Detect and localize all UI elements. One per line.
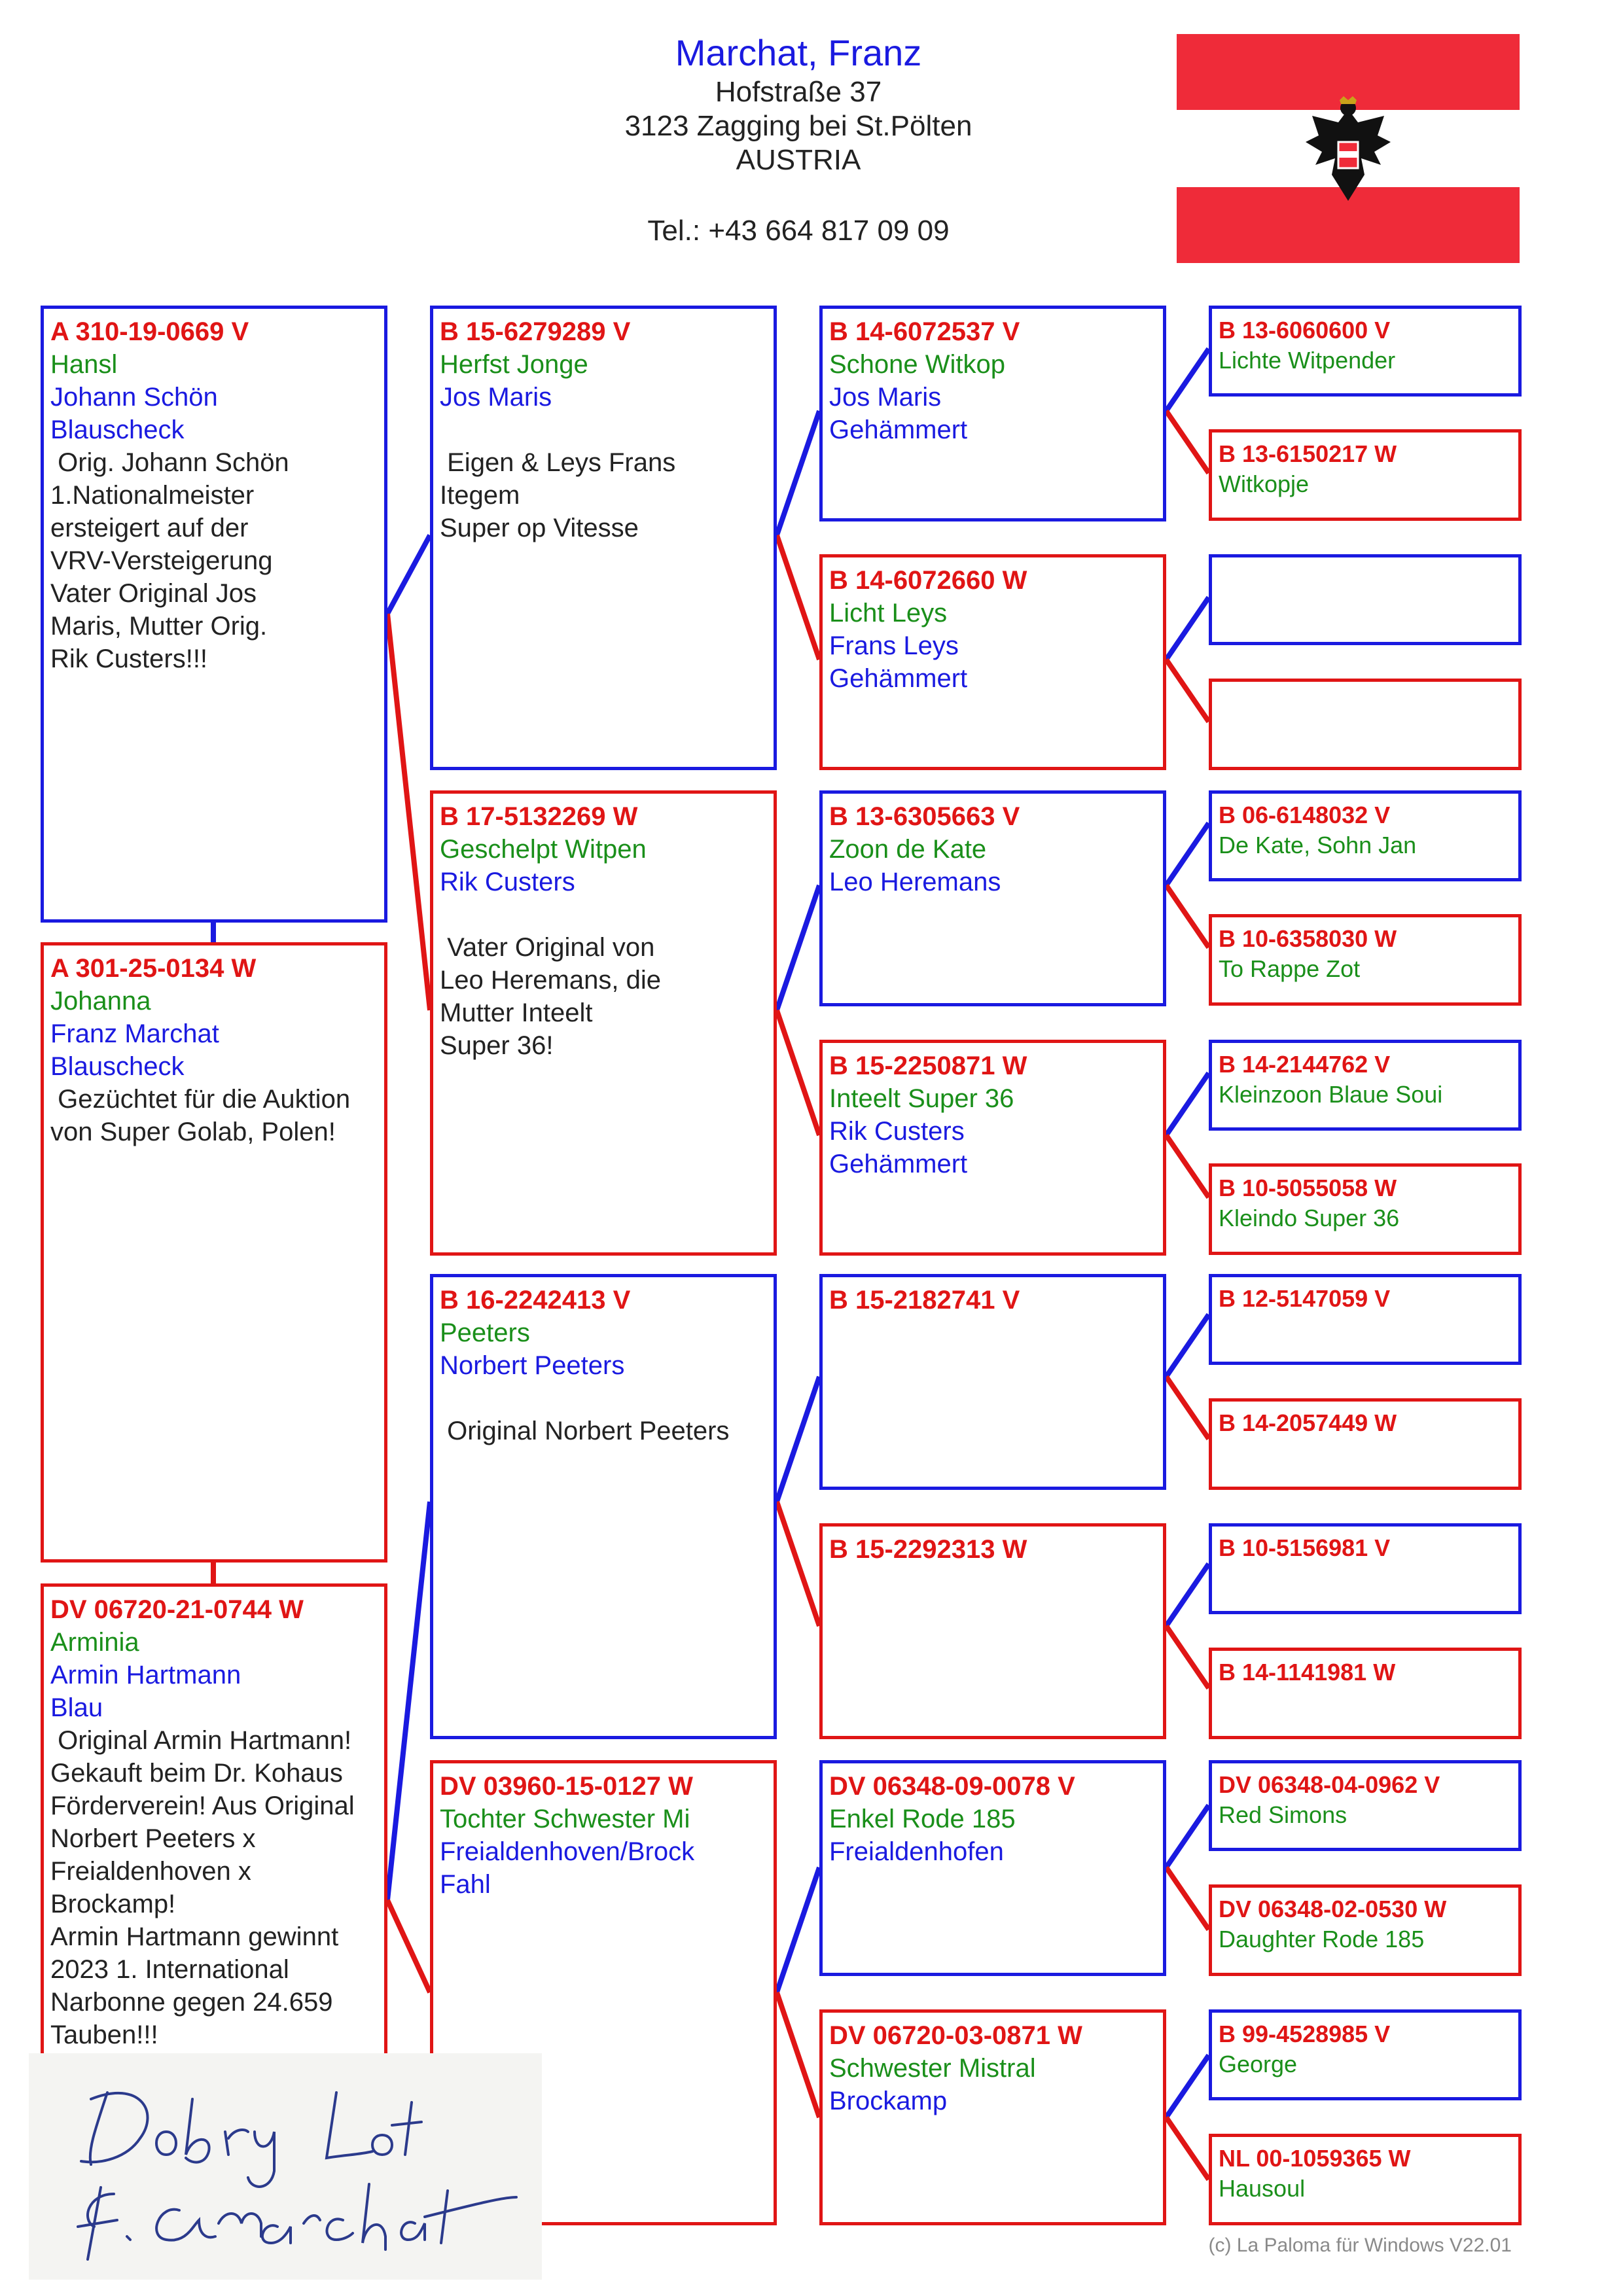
ring-number: B 14-6072660 W [829,566,1027,595]
bird-card-d2s[interactable] [819,1760,1166,1976]
bird-card-g8[interactable] [1209,1163,1522,1255]
owner-name: Brockamp [829,2087,948,2115]
pigeon-name: Schone Witkop [829,350,1006,379]
pigeon-name: De Kate, Sohn Jan [1219,832,1417,858]
bird-card-g3-empty[interactable] [1209,554,1522,645]
breeder-name: Marchat, Franz [675,32,922,73]
bird-card-g15[interactable] [1209,2009,1522,2100]
owner-name: Jos Maris [440,383,552,412]
ring-number: DV 06348-04-0962 V [1219,1771,1440,1798]
pigeon-name: Herfst Jonge [440,350,588,379]
pigeon-name: Enkel Rode 185 [829,1805,1016,1833]
bird-card-g2[interactable] [1209,429,1522,521]
pigeon-name: Geschelpt Witpen [440,835,647,864]
pigeon-name: Johanna [50,987,151,1016]
handwritten-signature [29,2053,542,2280]
software-credit: (c) La Paloma für Windows V22.01 [1208,2234,1512,2256]
bird-card-g5[interactable] [1209,790,1522,881]
ring-number: B 14-6072537 V [829,317,1020,346]
pigeon-name: Kleindo Super 36 [1219,1205,1400,1231]
ring-number: DV 06348-02-0530 W [1219,1896,1447,1922]
owner-name: Rik Custers [829,1117,965,1146]
ring-number: NL 00-1059365 W [1219,2145,1411,2172]
bird-card-ds[interactable] [819,790,1166,1006]
pigeon-name: Hansl [50,350,118,379]
pigeon-name: Arminia [50,1628,139,1657]
breeder-country: AUSTRIA [736,144,861,176]
ring-number: B 17-5132269 W [440,802,638,831]
pigeon-notes: Eigen & Leys Frans Itegem Super op Vitesse [440,448,676,542]
pigeon-name: Red Simons [1219,1801,1347,1828]
bird-card-g9[interactable] [1209,1274,1522,1365]
ring-number: B 13-6150217 W [1219,440,1397,467]
pigeon-name: Witkopje [1219,470,1310,497]
pigeon-name: Zoon de Kate [829,835,987,864]
bird-card-g12[interactable] [1209,1648,1522,1739]
ring-number: B 06-6148032 V [1219,802,1391,828]
ring-number: B 15-2292313 W [829,1535,1027,1564]
bird-card-b2[interactable] [41,942,387,1563]
ring-number: A 301-25-0134 W [50,954,257,983]
bird-card-g16[interactable] [1209,2134,1522,2225]
pigeon-name: George [1219,2051,1298,2077]
owner-name: Frans Leys [829,631,959,660]
pigeon-name: Lichte Witpender [1219,347,1396,374]
breeder-city: 3123 Zagging bei St.Pölten [624,110,972,142]
owner-name: Freialdenhoven/Brock [440,1837,695,1866]
owner-name: Freialdenhofen [829,1837,1004,1866]
ring-number: DV 03960-15-0127 W [440,1772,693,1801]
pigeon-color: Blauscheck [50,1052,185,1081]
bird-card-g10[interactable] [1209,1398,1522,1490]
ring-number: B 12-5147059 V [1219,1285,1391,1312]
bird-card-dam[interactable] [430,790,777,1256]
ring-number: B 10-5156981 V [1219,1534,1391,1561]
pigeon-name: Tochter Schwester Mi [440,1805,690,1833]
pigeon-notes: Orig. Johann Schön 1.Nationalmeister ersteigert auf der VRV-Versteigerung Vater Original Jos Maris, Mutter Orig. Rik Custers!!! [50,448,289,673]
pigeon-color: Blauscheck [50,415,185,444]
ring-number: B 14-2144762 V [1219,1051,1391,1078]
pigeon-name: Hausoul [1219,2175,1306,2202]
ring-number: A 310-19-0669 V [50,317,249,346]
ring-number: B 10-5055058 W [1219,1174,1397,1201]
pigeon-name: To Rappe Zot [1219,955,1361,982]
ring-number: B 16-2242413 V [440,1286,631,1315]
pigeon-color: Gehämmert [829,1150,968,1178]
bird-card-d2d[interactable] [819,2009,1166,2225]
pigeon-color: Gehämmert [829,415,968,444]
pigeon-name: Kleinzoon Blaue Soui [1219,1081,1443,1108]
ring-number: B 10-6358030 W [1219,925,1397,952]
bird-card-s2d[interactable] [819,1523,1166,1739]
bird-card-g4-empty[interactable] [1209,679,1522,770]
ring-number: DV 06720-21-0744 W [50,1595,304,1624]
bird-card-sire[interactable] [430,306,777,770]
bird-card-g6[interactable] [1209,914,1522,1006]
pigeon-color: Fahl [440,1870,491,1899]
pigeon-name: Schwester Mistral [829,2054,1036,2083]
pigeon-name: Daughter Rode 185 [1219,1926,1425,1952]
pigeon-name: Peeters [440,1318,530,1347]
bird-card-g11[interactable] [1209,1523,1522,1614]
ring-number: DV 06348-09-0078 V [829,1772,1075,1801]
bird-card-g1[interactable] [1209,306,1522,397]
owner-name: Leo Heremans [829,868,1001,896]
ring-number: B 14-2057449 W [1219,1409,1397,1436]
spacer [440,898,767,931]
bird-card-sire-2[interactable] [430,1274,777,1739]
bird-card-dd[interactable] [819,1040,1166,1256]
owner-name: Rik Custers [440,868,575,896]
bird-card-g13[interactable] [1209,1760,1522,1851]
pigeon-notes: Vater Original von Leo Heremans, die Mutter Inteelt Super 36! [440,933,661,1060]
ring-number: B 15-2182741 V [829,1286,1020,1315]
ring-number: DV 06720-03-0871 W [829,2021,1082,2050]
pigeon-notes: Original Norbert Peeters [440,1417,730,1445]
bird-card-s2s[interactable] [819,1274,1166,1490]
breeder-street: Hofstraße 37 [715,76,882,108]
bird-card-b1[interactable] [41,306,387,923]
pigeon-notes: Gezüchtet für die Auktion von Super Golab, Polen! [50,1085,351,1146]
pigeon-name: Inteelt Super 36 [829,1084,1014,1113]
ring-number: B 99-4528985 V [1219,2021,1391,2047]
ring-number: B 15-2250871 W [829,1051,1027,1080]
bird-card-g14[interactable] [1209,1884,1522,1976]
ring-number: B 15-6279289 V [440,317,631,346]
owner-name: Norbert Peeters [440,1351,625,1380]
owner-name: Franz Marchat [50,1019,219,1048]
breeder-phone: Tel.: +43 664 817 09 09 [647,215,950,247]
owner-name: Jos Maris [829,383,942,412]
bird-card-g7[interactable] [1209,1040,1522,1131]
signature-icon [29,2053,542,2280]
ring-number: B 13-6305663 V [829,802,1020,831]
pigeon-notes: Original Armin Hartmann! Gekauft beim Dr. Kohaus Förderverein! Aus Original Norbert Peeters x Freialdenhoven x Brockamp! Armin Hartmann gewinnt 2023 1. International Narbonne gegen 24.659 Tauben!!! [50,1726,355,2049]
bird-card-sd[interactable] [819,554,1166,770]
owner-name: Armin Hartmann [50,1661,241,1689]
spacer [440,414,767,446]
bird-card-ss[interactable] [819,306,1166,521]
owner-name: Johann Schön [50,383,218,412]
pigeon-color: Blau [50,1693,103,1722]
pigeon-color: Gehämmert [829,664,968,693]
ring-number: B 13-6060600 V [1219,317,1391,344]
ring-number: B 14-1141981 W [1219,1659,1396,1686]
spacer [440,1382,767,1415]
pigeon-name: Licht Leys [829,599,948,627]
